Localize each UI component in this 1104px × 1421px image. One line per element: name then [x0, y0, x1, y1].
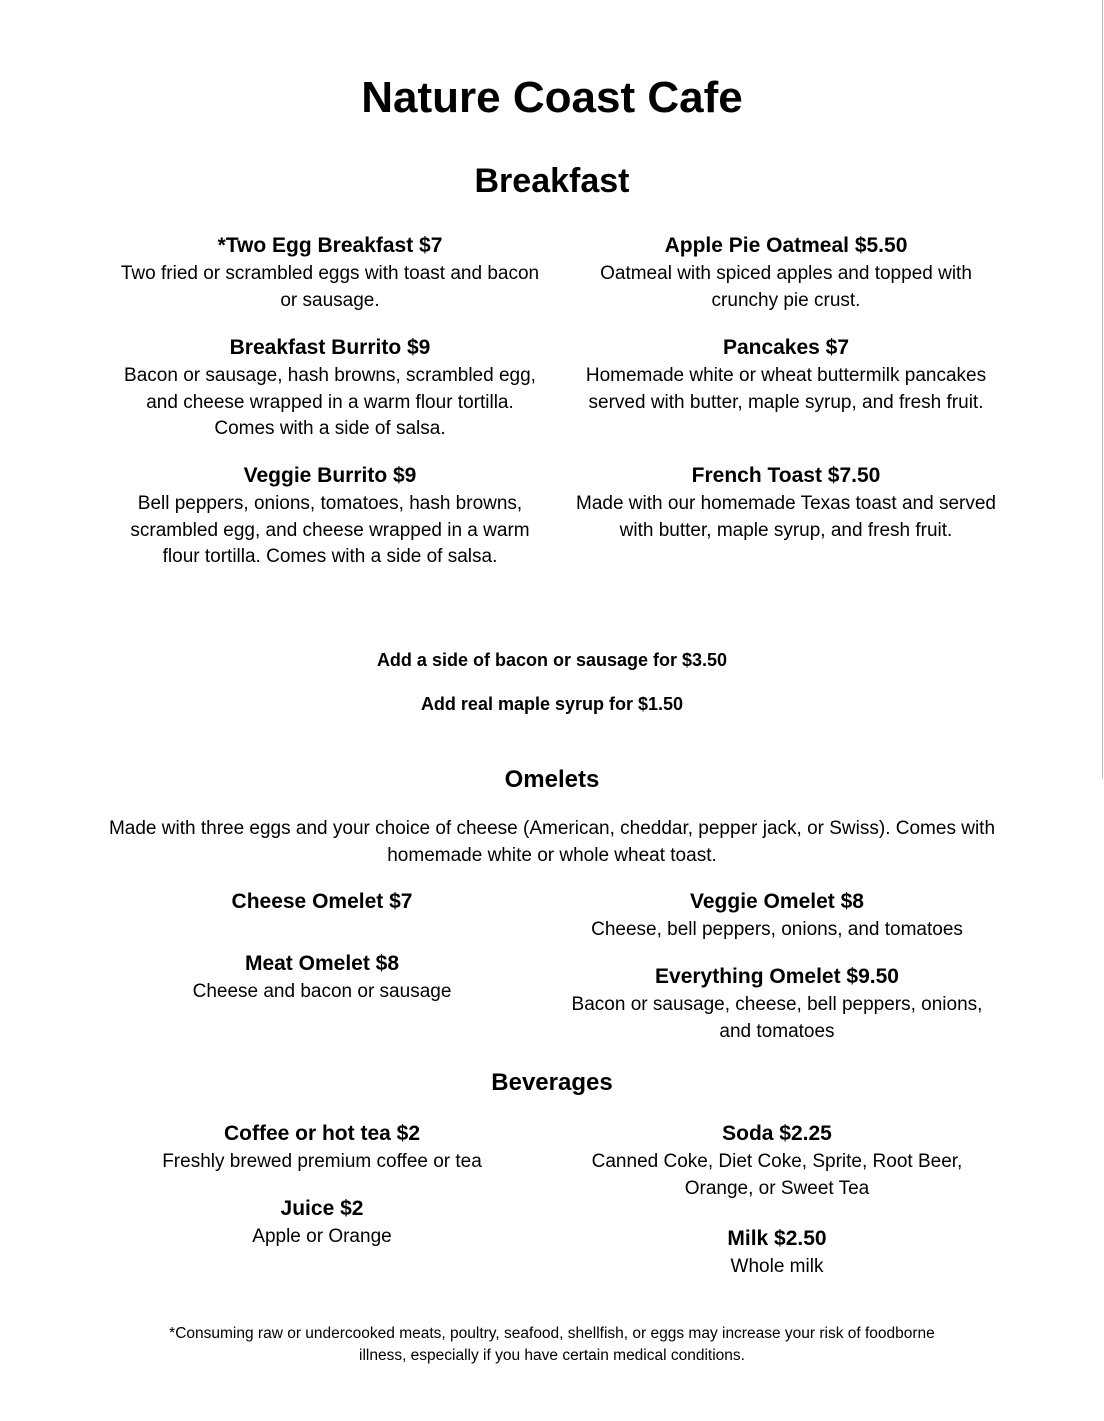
breakfast-heading: Breakfast: [474, 162, 630, 200]
addon-maple-syrup: Add real maple syrup for $1.50: [420, 694, 684, 714]
item-description: Cheese, bell peppers, onions, and tomatoes: [591, 919, 963, 940]
item-description: Canned Coke, Diet Coke, Sprite, Root Beer, Orange, or Sweet Tea: [591, 1151, 963, 1199]
item-name: Juice $2: [280, 1197, 364, 1220]
beverages-heading: Beverages: [491, 1069, 613, 1096]
menu-item-everything-omelet: [566, 962, 988, 1045]
menu-item-two-egg-breakfast: [120, 231, 540, 314]
menu-item-veggie-omelet: [566, 887, 988, 944]
item-name: Soda $2.25: [722, 1122, 832, 1145]
item-description: Made with our homemade Texas toast and served with butter, maple syrup, and fresh fruit.: [576, 493, 996, 541]
item-description: Two fried or scrambled eggs with toast and bacon or sausage.: [120, 263, 540, 311]
menu-item-apple-pie-oatmeal: [576, 231, 996, 314]
menu-item-veggie-burrito: [120, 461, 540, 571]
menu-item-cheese-omelet: [112, 887, 532, 917]
item-name: Apple Pie Oatmeal $5.50: [664, 234, 908, 257]
item-description: Apple or Orange: [252, 1226, 392, 1247]
menu-item-soda: [566, 1119, 988, 1202]
item-name: Veggie Burrito $9: [243, 464, 417, 487]
item-name: French Toast $7.50: [691, 464, 881, 487]
item-description: Freshly brewed premium coffee or tea: [162, 1151, 482, 1172]
item-description: Oatmeal with spiced apples and topped with crunchy pie crust.: [600, 263, 972, 311]
omelets-heading: Omelets: [504, 766, 600, 793]
item-name: Coffee or hot tea $2: [223, 1122, 421, 1145]
menu-item-breakfast-burrito: [120, 333, 540, 443]
restaurant-name: Nature Coast Cafe: [361, 73, 743, 122]
menu-item-meat-omelet: [112, 949, 532, 1006]
item-name: Cheese Omelet $7: [231, 890, 413, 913]
menu-item-pancakes: [576, 333, 996, 416]
item-name: Breakfast Burrito $9: [229, 336, 431, 359]
menu-item-french-toast: [576, 461, 996, 544]
menu-item-juice: [112, 1194, 532, 1251]
item-name: Meat Omelet $8: [244, 952, 400, 975]
addon-bacon-sausage: Add a side of bacon or sausage for $3.50: [376, 650, 728, 670]
item-description: Cheese and bacon or sausage: [192, 981, 452, 1002]
item-description: Whole milk: [730, 1256, 824, 1277]
item-description: Bell peppers, onions, tomatoes, hash browns, scrambled egg, and cheese wrapped in a warm flour tortilla. Comes with a side of salsa.: [130, 493, 530, 567]
menu-item-coffee-tea: [112, 1119, 532, 1176]
omelets-intro: Made with three eggs and your choice of cheese (American, cheddar, pepper jack, or Swiss). Comes with homemade white or whole wheat toast.: [108, 818, 996, 866]
item-description: Bacon or sausage, cheese, bell peppers, onions, and tomatoes: [571, 994, 983, 1042]
menu-item-milk: [566, 1224, 988, 1281]
item-name: Veggie Omelet $8: [690, 890, 864, 913]
item-name: Pancakes $7: [722, 336, 850, 359]
item-description: Bacon or sausage, hash browns, scrambled egg, and cheese wrapped in a warm flour tortilla. Comes with a side of salsa.: [124, 365, 536, 439]
item-name: Milk $2.50: [727, 1227, 827, 1250]
item-name: *Two Egg Breakfast $7: [217, 234, 443, 257]
food-safety-disclaimer: *Consuming raw or undercooked meats, poultry, seafood, shellfish, or eggs may increase your risk of foodborne illness, especially if you have certain medical conditions.: [169, 1325, 935, 1364]
item-name: Everything Omelet $9.50: [655, 965, 899, 988]
item-description: Homemade white or wheat buttermilk pancakes served with butter, maple syrup, and fresh fruit.: [585, 365, 987, 413]
